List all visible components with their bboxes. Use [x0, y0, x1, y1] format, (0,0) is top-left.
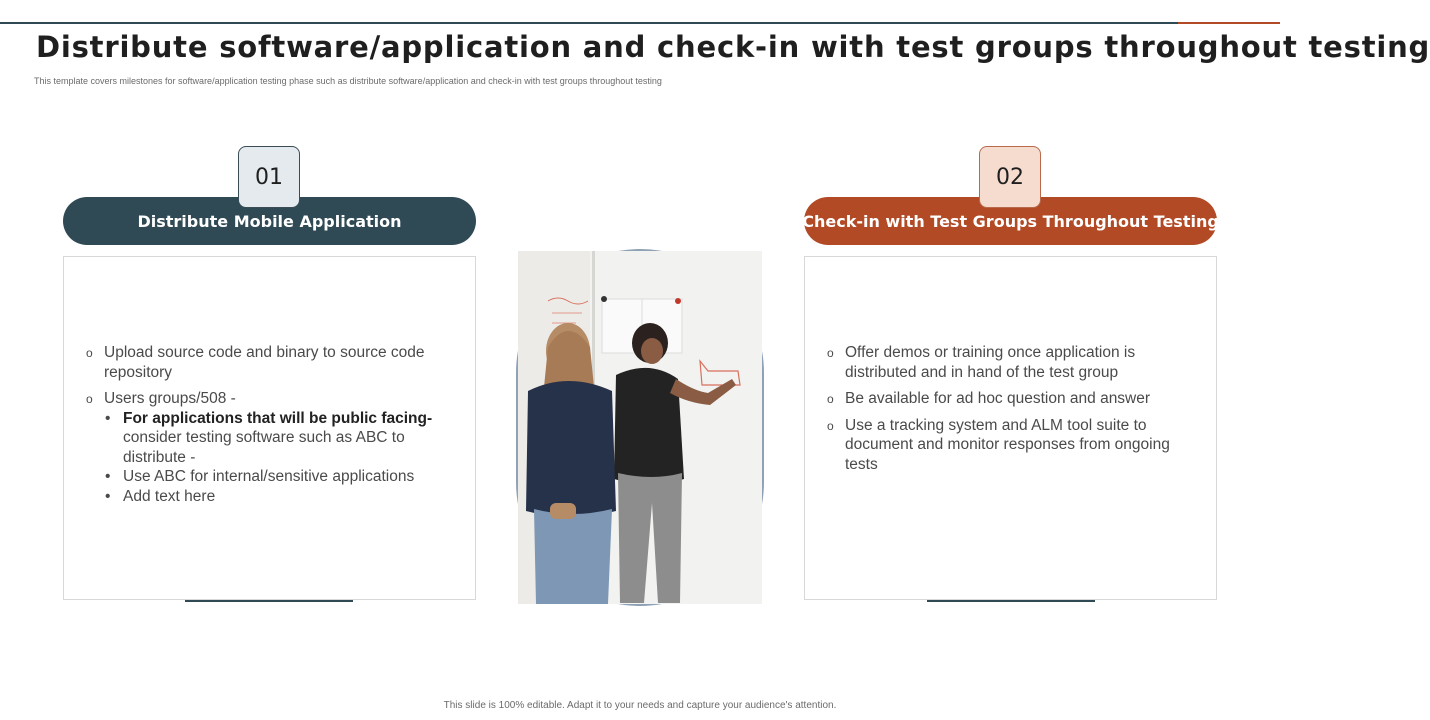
top-rule-accent: [1178, 22, 1280, 24]
list-item: [86, 343, 456, 382]
slide-title: Distribute software/application and check-in with test groups throughout testing: [36, 30, 1430, 64]
list-item: [827, 389, 1197, 409]
team-whiteboard-photo: [516, 249, 764, 606]
list-item-text: Offer demos or training once application is distributed and in hand of the test group: [845, 344, 1136, 381]
left-card-list: [86, 343, 456, 506]
right-step-number: 02: [979, 146, 1041, 208]
list-item-text: Be available for ad hoc question and answer: [845, 390, 1151, 407]
left-card-panel: [63, 256, 476, 600]
right-card-heading: Check-in with Test Groups Throughout Testing: [804, 197, 1217, 245]
right-panel-underline: [927, 600, 1095, 602]
sub-list: [104, 409, 456, 507]
list-item: [86, 389, 456, 506]
right-card-panel: [804, 256, 1217, 600]
left-panel-underline: [185, 600, 353, 602]
list-item-text: Use a tracking system and ALM tool suite to document and monitor responses from ongoing tests: [845, 416, 1170, 473]
list-item: [827, 343, 1197, 382]
left-card-heading: Distribute Mobile Application: [63, 197, 476, 245]
sub-list-item-text: Add text here: [123, 487, 216, 505]
sub-list-item-text: Use ABC for internal/sensitive applications: [123, 468, 415, 485]
sub-list-item-text: consider testing software such as ABC to distribute -: [123, 429, 405, 466]
left-step-number: 01: [238, 146, 300, 208]
sub-list-item: [104, 487, 456, 507]
sub-list-item-bold: For applications that will be public facing-: [123, 409, 433, 427]
list-item-text: Upload source code and binary to source code repository: [104, 344, 425, 381]
list-item-text: Users groups/508 -: [104, 390, 236, 407]
right-card-list: [827, 343, 1197, 481]
sub-list-item: [104, 467, 456, 487]
slide-footer: This slide is 100% editable. Adapt it to your needs and capture your audience's attention.: [443, 700, 837, 711]
slide-subtitle: This template covers milestones for software/application testing phase such as distribute software/application and check-in with test groups throughout testing: [34, 76, 662, 86]
sub-list-item: [104, 409, 456, 468]
list-item: [827, 416, 1197, 475]
top-rule: [0, 22, 1178, 24]
